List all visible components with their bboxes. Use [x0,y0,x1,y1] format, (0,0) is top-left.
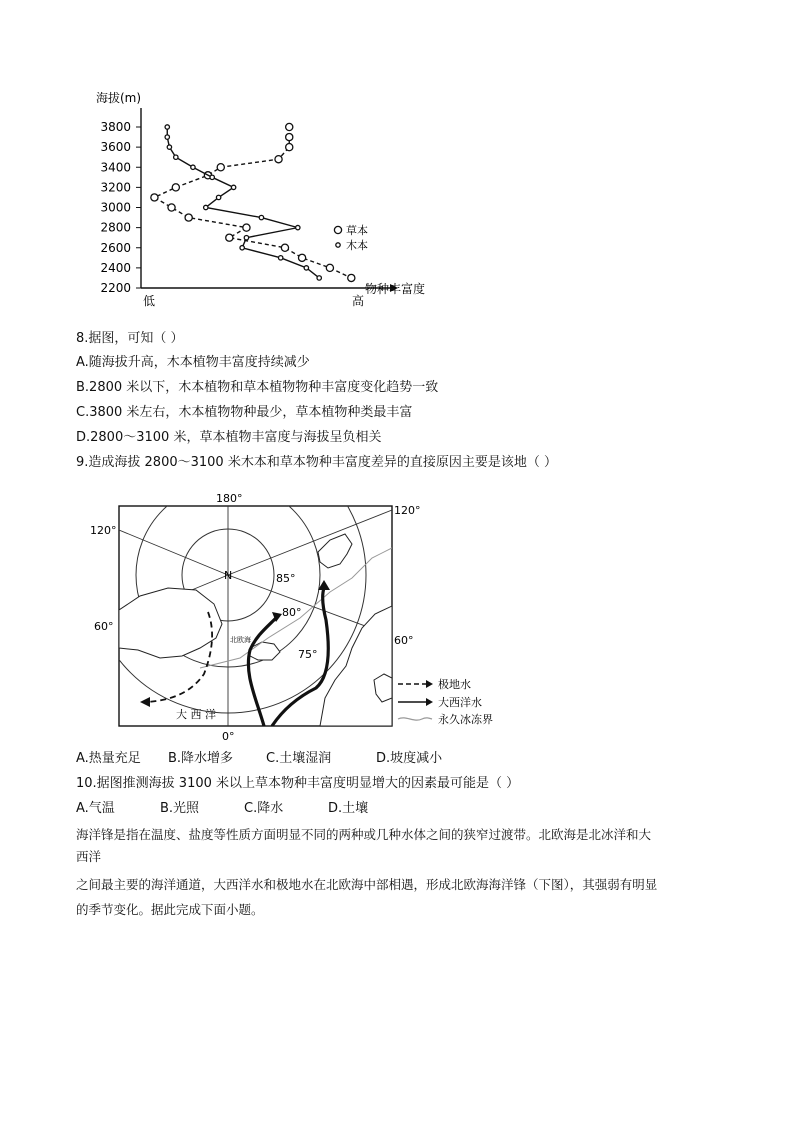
wood-series-point [240,246,244,250]
wood-series-point [259,215,263,219]
lat-75-label: 75° [298,648,318,661]
q8-option-d: D.2800～3100 米，草本植物丰富度与海拔呈负相关 [76,430,382,445]
wood-series-point [244,235,248,239]
wood-series-point [210,175,214,179]
nordic-sea-label: 北欧海 [230,636,251,644]
lon-60-right-label: 60° [394,634,414,647]
y-axis-title: 海拔(m) [96,91,142,105]
q10-option-c: C.降水 [244,801,284,816]
legend-polar-water-label: 极地水 [438,678,471,691]
lon-120-right-label: 120° [394,504,421,517]
x-low-label: 低 [143,294,156,308]
wood-series-point [304,266,308,270]
q9-option-b: B.降水增多 [168,751,234,766]
herb-series-point [281,244,288,251]
q10-stem: 10.据图推测海拔 3100 米以上草本物种丰富度明显增大的因素最可能是（ ） [76,776,520,791]
altitude-richness-chart [0,0,794,320]
legend-wood-label: 木本 [346,239,368,252]
lon-0-label: 0° [222,730,235,743]
q10-option-d: D.土壤 [328,801,369,816]
legend-atlantic-water-arrow [426,698,433,706]
y-tick-label: 2200 [100,281,131,295]
lon-120-left-label: 120° [90,524,117,537]
passage-line-2: 西洋 [76,849,102,864]
north-pole-label: N [224,569,233,582]
wood-series-point [296,225,300,229]
q8-option-c: C.3800 米左右，木本植物物种最少，草本植物种类最丰富 [76,405,413,420]
lat-80-label: 80° [282,606,302,619]
y-tick-label: 3400 [100,160,131,175]
x-high-label: 高 [352,294,365,308]
map-legend [398,677,493,726]
wood-series-point [165,125,169,129]
lat-85-label: 85° [276,572,296,585]
herb-series-point [348,274,355,281]
q9-stem: 9.造成海拔 2800～3100 米木本和草本物种丰富度差异的直接原因主要是该地（ ） [76,455,557,470]
legend-permafrost-line [398,718,432,720]
lon-180-label: 180° [216,492,243,505]
legend-herb-label: 草本 [346,224,368,237]
legend-wood-marker [336,243,340,247]
atlantic-ocean-label: 大 西 洋 [176,708,216,721]
herb-series-point [286,144,293,151]
legend-atlantic-water-label: 大西洋水 [438,696,482,709]
q10-option-a: A.气温 [76,801,115,816]
y-tick-label: 2800 [100,220,131,235]
herb-series-point [275,156,282,163]
chart-legend [334,223,368,252]
passage-line-3: 之间最主要的海洋通道，大西洋水和极地水在北欧海中部相遇，形成北欧海海洋锋（下图），其强弱有明显 [76,877,658,892]
y-tick-label: 3000 [100,200,131,215]
wood-series-point [216,195,220,199]
herb-series-point [168,204,175,211]
wood-series-point [317,276,321,280]
q10-option-b: B.光照 [160,801,200,816]
herb-series-point [172,184,179,191]
herb-series-point [326,264,333,271]
x-axis-title: 物种丰富度 [365,282,426,296]
wood-series-point [278,256,282,260]
wood-series-point [191,165,195,169]
q8-option-a: A.随海拔升高，木本植物丰富度持续减少 [76,355,310,370]
y-tick-label: 3600 [100,140,131,155]
legend-permafrost-label: 永久冰冻界 [438,713,493,726]
q9-options [76,750,442,768]
wood-series-point [231,185,235,189]
legend-polar-water-arrow [426,680,433,688]
q8-stem: 8.据图，可知（ ） [76,331,184,346]
legend-herb-marker [334,226,341,233]
herb-series-point [286,133,293,140]
q9-option-d: D.坡度减小 [376,751,443,766]
wood-series-point [204,205,208,209]
herb-series-point [185,214,192,221]
wood-series-point [167,145,171,149]
y-tick-label: 3200 [100,180,131,195]
wood-series-point [165,135,169,139]
herb-series-point [151,194,158,201]
passage-line-1: 海洋锋是指在温度、盐度等性质方面明显不同的两种或几种水体之间的狭窄过渡带。北欧海是北冰洋和大 [76,827,652,842]
q9-option-c: C.土壤湿润 [266,751,332,766]
passage-line-4: 的季节变化。据此完成下面小题。 [76,902,264,917]
wood-series-line [167,127,319,278]
herb-series-point [298,254,305,261]
q8-option-b: B.2800 米以下，木本植物和草本植物物种丰富度变化趋势一致 [76,380,439,395]
y-tick-label: 3800 [100,120,131,134]
wood-series-point [174,155,178,159]
herb-series-point [243,224,250,231]
q10-options [76,800,368,818]
herb-series-point [286,123,293,130]
nordic-seas-map [0,488,794,743]
lon-60-left-label: 60° [94,620,114,633]
herb-series-point [226,234,233,241]
y-tick-label: 2600 [100,240,131,255]
q9-option-a: A.热量充足 [76,751,141,766]
herb-series-point [217,164,224,171]
herb-series-line [154,127,351,278]
y-tick-label: 2400 [100,260,131,275]
